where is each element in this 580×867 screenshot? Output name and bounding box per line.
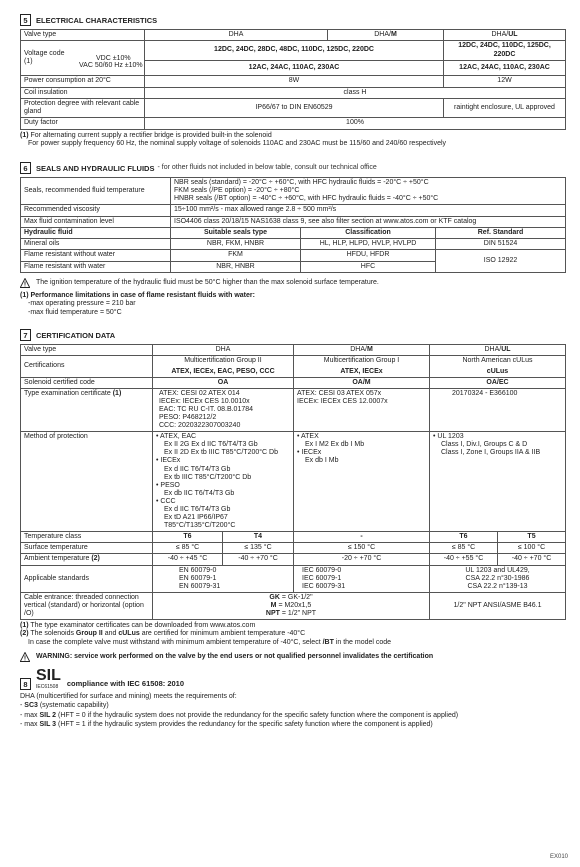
cable-value: = GK-1/2" <box>279 593 313 601</box>
cell: DHA/UL <box>444 30 566 41</box>
method-line: • PESO <box>156 481 180 489</box>
cell: T4 <box>223 531 294 542</box>
sil-text: SIL 3 <box>39 721 57 729</box>
cell-label: Solenoid certified code <box>21 377 153 388</box>
cell: Mineral oils <box>21 239 171 250</box>
method-line: • ATEX, EAC <box>156 433 197 441</box>
cert-line: ATEX: CESI 02 ATEX 014 <box>159 390 240 398</box>
seal-line: FKM seals (/PE option) = -20°C ÷ +80°C <box>174 187 300 195</box>
cell: ISO4406 class 20/18/15 NAS1638 class 9, see also filter section at www.atos.com or KTF catalog <box>171 216 566 227</box>
cert-line: North American cULus <box>462 357 533 365</box>
method-line: Ex d IIC T6/T4/T3 Gb <box>164 465 231 473</box>
cell-label: Surface temperature <box>21 543 153 554</box>
section-title: compliance with IEC 61508: 2010 <box>66 679 185 689</box>
cell: IP66/67 to DIN EN60529 <box>145 98 444 118</box>
warning-text: The ignition temperature of the hydraulic fluid must be 50°C higher than the max solenoid surface temperature. <box>36 278 379 286</box>
vac-label: VAC 50/60 Hz ±10% <box>79 61 143 69</box>
cert-line: Multicertification Group II <box>184 357 262 365</box>
cell: 12DC, 24DC, 28DC, 48DC, 110DC, 125DC, 220DC <box>145 41 444 61</box>
method-line: Class I, Div.I, Groups C & D <box>441 441 528 449</box>
cell-label: Duty factor <box>21 118 145 129</box>
sil-text: - <box>20 702 25 710</box>
service-warning <box>20 652 565 662</box>
cert-line: Multicertification Group I <box>323 357 400 365</box>
note <box>20 132 565 140</box>
sil-text: (HFT = 0 if the hydraulic system does not provide the redundancy for the specific safety function where the component is applied) <box>56 711 459 719</box>
cell: -40 ÷ +55 °C <box>430 554 498 565</box>
note-text: cULus <box>118 630 140 638</box>
cell: HL, HLP, HLPD, HVLP, HVLPD <box>301 239 436 250</box>
section-6-header <box>20 162 565 174</box>
cell: HFC <box>301 261 436 272</box>
note-text: The type examinator certificates can be downloaded from www.atos.com <box>30 621 256 629</box>
warning-text: WARNING: service work performed on the valve by the end users or not qualified personnel invalidates the certification <box>36 652 434 660</box>
cell: 100% <box>145 118 566 129</box>
cell: 15÷100 mm²/s - max allowed range 2.8 ÷ 500 mm²/s <box>171 205 566 216</box>
cell: 1/2" NPT ANSI/ASME B46.1 <box>430 592 566 619</box>
cell: 20170324 - E366100 <box>430 389 566 432</box>
sil-text: - max <box>20 711 40 719</box>
note-text: Group II <box>75 630 103 638</box>
cell: DHA/M <box>328 30 444 41</box>
vdc-label: VDC ±10% <box>96 54 131 62</box>
cell: 12DC, 24DC, 110DC, 125DC, 220DC <box>444 41 566 61</box>
note-text: in the model code <box>333 638 392 646</box>
cert-line: IECEx: IECEx CES 10.0010x <box>159 398 250 406</box>
cell: ≤ 150 °C <box>294 543 430 554</box>
cell: DHA/UL <box>430 345 566 356</box>
note-lead: (1) <box>20 621 29 629</box>
sil-line <box>20 712 565 720</box>
cell-label: Applicable standards <box>21 565 153 592</box>
cable-code: NPT <box>265 609 280 617</box>
sil-text: SC3 <box>24 702 38 710</box>
cell <box>430 565 566 592</box>
electrical-table <box>20 29 566 130</box>
cell: ≤ 85 °C <box>430 543 498 554</box>
certification-table <box>20 344 566 620</box>
sil-text: (HFT = 1 if the hydraulic system provides the redundancy for the specific safety function where the component is applied) <box>56 721 433 729</box>
sil-mark: SIL <box>36 667 61 685</box>
cell: ≤ 85 °C <box>153 543 223 554</box>
method-line: Ex tD A21 IP66/IP67 <box>164 513 228 521</box>
cell-label: Protection degree with relevant cable gland <box>21 98 145 118</box>
cell-label: Coil insulation <box>21 87 145 98</box>
cell-label: Max fluid contamination level <box>21 216 171 227</box>
section-8-header <box>20 668 565 690</box>
method-line: • UL 1203 <box>433 433 464 441</box>
cell <box>430 356 566 378</box>
standard-line: CSA 22.2 n°30-1986 <box>465 574 530 582</box>
cell: NBR, HNBR <box>171 261 301 272</box>
seal-line: NBR seals (standard) = -20°C ÷ +60°C, with HFC hydraulic fluids = -20°C ÷ +50°C <box>174 179 429 187</box>
cell: OA/EC <box>430 377 566 388</box>
cell: -20 ÷ +70 °C <box>294 554 430 565</box>
method-line: Ex II 2G Ex d IIC T6/T4/T3 Gb <box>164 441 258 449</box>
section-7-header <box>20 329 565 341</box>
cell-label: Certifications <box>21 356 153 378</box>
cell: DIN 51524 <box>436 239 566 250</box>
cert-line: PESO: P468212/2 <box>159 414 217 422</box>
cell-label: Valve type <box>21 345 153 356</box>
cable-value: = M20x1,5 <box>276 601 312 609</box>
section-subtitle: - for other fluids not included in below table, consult our technical office <box>157 164 377 172</box>
method-line: Ex I M2 Ex db I Mb <box>305 441 365 449</box>
cable-value: = 1/2" NPT <box>279 609 317 617</box>
cell-label: Valve type <box>21 30 145 41</box>
cell-label: Method of protection <box>21 432 153 532</box>
perf-line: -max operating pressure = 210 bar <box>28 300 136 308</box>
cable-code: GK <box>269 593 280 601</box>
method-line: • CCC <box>156 497 176 505</box>
cell-label <box>21 592 153 619</box>
method-line: • IECEx <box>297 449 322 457</box>
cell: 12W <box>444 76 566 87</box>
cell <box>79 60 444 76</box>
cell: 8W <box>145 76 444 87</box>
cell <box>294 356 430 378</box>
voltage-label: Voltage code (1) <box>24 50 65 66</box>
cert-line: IECEx: IECEx CES 12.0007x <box>297 398 388 406</box>
note-text: For alternating current supply a rectifier bridge is provided built-in the solenoid <box>30 131 272 139</box>
note <box>20 639 565 647</box>
sil-line <box>20 702 565 710</box>
cert-line: ATEX, IECEx, EAC, PESO, CCC <box>171 367 275 375</box>
note-text: /BT <box>322 638 334 646</box>
cell: ≤ 100 °C <box>498 543 566 554</box>
warning-icon <box>20 652 30 662</box>
standard-line: CSA 22.2 n°139-13 <box>467 582 528 590</box>
note-lead: (1) <box>20 131 29 139</box>
sil-text: - max <box>20 721 40 729</box>
cell-label <box>21 41 145 76</box>
sil-text: SIL 2 <box>39 711 57 719</box>
cert-line: ATEX: CESI 03 ATEX 057x <box>297 390 382 398</box>
perf-title: (1) Performance limitations in case of flame resistant fluids with water: <box>20 291 255 299</box>
standard-line: EN 60079-0 <box>179 566 217 574</box>
cell: - <box>294 531 430 542</box>
method-line: Ex tb IIIC T85°C/T200°C Db <box>164 473 252 481</box>
cell-label: Seals, recommended fluid temperature <box>21 178 171 205</box>
col-header: Suitable seals type <box>171 227 301 238</box>
cell: DHA <box>145 30 328 41</box>
section-number: 6 <box>20 162 31 174</box>
ignition-warning <box>20 278 565 288</box>
method-line: • IECEx <box>156 457 181 465</box>
note: For power supply frequency 60 Hz, the nominal supply voltage of solenoids 110AC and 230AC must be 115/60 and 240/60 respectively <box>28 139 447 147</box>
cell: HFDU, HFDR <box>301 250 436 261</box>
standard-line: EN 60079-31 <box>179 582 221 590</box>
cell: DHA <box>153 345 294 356</box>
cell: FKM <box>171 250 301 261</box>
cell: ≤ 135 °C <box>223 543 294 554</box>
method-line: Class I, Zone I, Groups IIA & IIB <box>441 449 541 457</box>
cell: DHA/M <box>294 345 430 356</box>
cell: T6 <box>430 531 498 542</box>
cable-line <box>156 610 426 618</box>
cable-label: vertical (standard) or horizontal (option /O) <box>24 601 144 617</box>
section-number: 7 <box>20 329 31 341</box>
col-header: Classification <box>301 227 436 238</box>
standard-line: IEC 60079-31 <box>302 582 346 590</box>
note <box>20 630 565 638</box>
cell: -40 ÷ +70 °C <box>223 554 294 565</box>
method-line: Ex II 2D Ex tb IIIC T85°C/T200°C Db <box>164 449 279 457</box>
seal-line: HNBR seals (/BT option) = -40°C ÷ +60°C, with HFC hydraulic fluids = -40°C ÷ +50°C <box>174 195 439 203</box>
sil-line <box>20 721 565 729</box>
cell: NBR, FKM, HNBR <box>171 239 301 250</box>
note-text: In case the complete valve must withstand with minimum ambient temperature of -40°C, select <box>28 638 323 646</box>
cell: 12AC, 24AC, 110AC, 230AC <box>444 60 566 76</box>
cell: OA/M <box>294 377 430 388</box>
cell-label: Temperature class <box>21 531 153 542</box>
method-line: Ex db IIC T6/T4/T3 Gb <box>164 489 235 497</box>
cell-label: Type examination certificate (1) <box>21 389 153 432</box>
cell <box>153 432 294 532</box>
cell <box>430 432 566 532</box>
cert-line: EAC: TC RU C-IT. 08.B.01784 <box>159 406 254 414</box>
standard-line: UL 1203 and UL429, <box>465 566 530 574</box>
cell: raintight enclosure, UL approved <box>444 98 566 118</box>
cable-code: M <box>270 601 277 609</box>
cell: -40 ÷ +70 °C <box>498 554 566 565</box>
note-text: and <box>102 630 119 638</box>
method-line: • ATEX <box>297 433 319 441</box>
cell-label: Recommended viscosity <box>21 205 171 216</box>
cell-label: Power consumption at 20°C <box>21 76 145 87</box>
cell: class H <box>145 87 566 98</box>
section-title: ELECTRICAL CHARACTERISTICS <box>36 15 158 25</box>
cell <box>153 592 430 619</box>
cell <box>294 565 430 592</box>
cert-line: CCC: 2020322307003240 <box>159 422 241 430</box>
perf-line: -max fluid temperature = 50°C <box>28 308 122 316</box>
cell: ISO 12922 <box>436 250 566 273</box>
sil-sub: IEC61508 <box>36 684 59 691</box>
method-line: Ex d IIC T6/T4/T3 Gb <box>164 505 231 513</box>
cell: OA <box>153 377 294 388</box>
note-text: The solenoids <box>30 630 76 638</box>
cable-line <box>156 594 426 602</box>
cell <box>153 356 294 378</box>
col-header: Hydraulic fluid <box>21 227 171 238</box>
section-title: CERTIFICATION DATA <box>36 330 116 340</box>
cell <box>294 432 430 532</box>
datasheet <box>20 14 565 730</box>
cell-label: Ambient temperature (2) <box>21 554 153 565</box>
col-header: Ref. Standard <box>436 227 566 238</box>
cable-line <box>156 602 426 610</box>
section-title: SEALS AND HYDRAULIC FLUIDS <box>36 163 155 173</box>
cell: T6 <box>153 531 223 542</box>
cell: Flame resistant without water <box>21 250 171 261</box>
cell <box>294 389 430 432</box>
page-code: EX010 <box>549 853 568 860</box>
standard-line: IEC 60079-1 <box>302 574 342 582</box>
cert-line: ATEX, IECEx <box>340 367 383 375</box>
note-lead: (2) <box>20 630 29 638</box>
vac-values: 12AC, 24AC, 110AC, 230AC <box>248 63 340 71</box>
cell: T5 <box>498 531 566 542</box>
cell <box>153 565 294 592</box>
sil-logo <box>36 668 61 690</box>
standard-line: EN 60079-1 <box>179 574 217 582</box>
seals-table <box>20 177 566 273</box>
section-number: 5 <box>20 14 31 26</box>
standard-line: IEC 60079-0 <box>302 566 342 574</box>
section-5-header <box>20 14 565 26</box>
method-line: T85°C/T135°C/T200°C <box>164 521 236 529</box>
cell <box>171 178 566 205</box>
cable-label: Cable entrance: threaded connection <box>24 593 139 601</box>
warning-icon <box>20 278 30 288</box>
sil-intro: DHA (multicertified for surface and mining) meets the requirements of: <box>20 693 237 701</box>
cell <box>153 389 294 432</box>
note-text: are certified for minimum ambient temperature -40°C <box>139 630 306 638</box>
sil-text: (systematic capability) <box>37 702 109 710</box>
cell: -40 ÷ +45 °C <box>153 554 223 565</box>
cert-line: cULus <box>486 367 509 375</box>
method-line: Ex db I Mb <box>305 457 339 465</box>
section-number: 8 <box>20 678 31 690</box>
cell: Flame resistant with water <box>21 261 171 272</box>
